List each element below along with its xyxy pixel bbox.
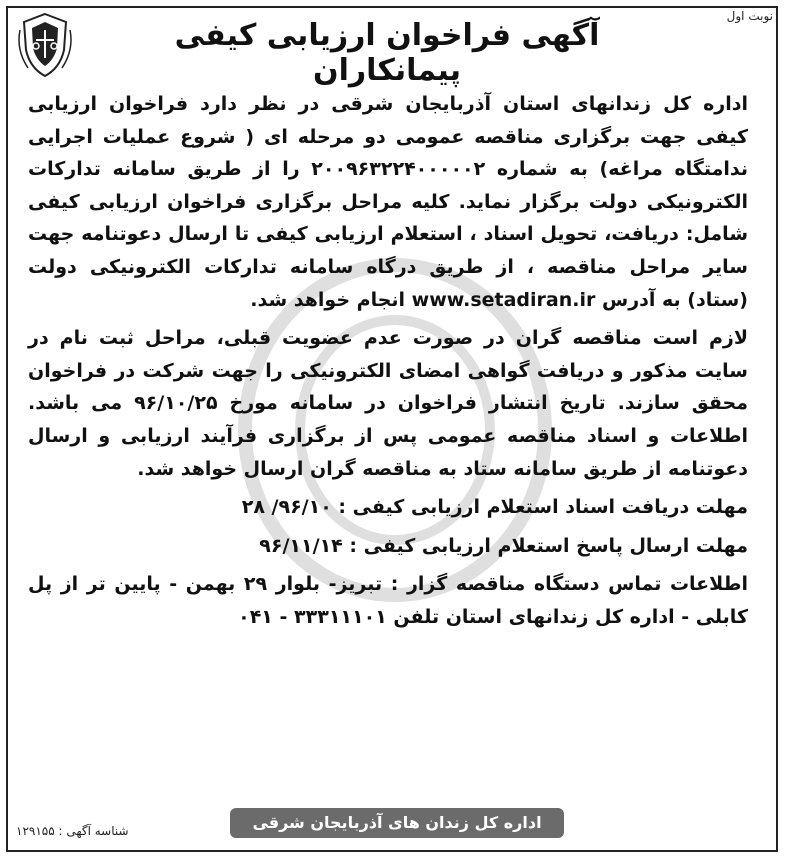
paragraph-intro: اداره کل زندانهای استان آذربایجان شرقی در نظر دارد فراخوان ارزیابی کیفی جهت برگزاری مناقصه عمومی دو مرحله ای ( شروع عملیات اجرایی ندامتگاه مراغه) به شماره ۲۰۰۹۶۳۲۲۴۰۰۰۰۰۲ را از طریق سامانه تدارکات الکترونیکی دولت برگزار نماید. کلیه مراحل برگزاری فراخوان ارزیابی کیفی شامل: دریافت، تحویل اسناد ، استعلام ارزیابی کیفی تا ارسال دعوتنامه جهت سایر مراحل مناقصه ، از طریق درگاه سامانه تدارکات الکترونیکی دولت (ستاد) به آدرس www.setadiran.ir انجام خواهد شد. [28,93,748,311]
ad-id-label: شناسه آگهی : ۱۲۹۱۵۵ [16,824,129,838]
organization-footer: اداره کل زندان های آذربایجان شرقی [230,808,564,838]
ad-title: آگهی فراخوان ارزیابی کیفی پیمانکاران [174,18,600,88]
deadline-send-response: مهلت ارسال پاسخ استعلام ارزیابی کیفی : ۹۶/۱۱/۱۴ [259,534,748,557]
paragraph-registration: لازم است مناقصه گران در صورت عدم عضویت قبلی، مراحل ثبت نام در سایت مذکور و دریافت گواهی امضای الکترونیکی را جهت شرکت در فراخوان محقق سازند. تاریخ انتشار فراخوان در سامانه مورخ ۹۶/۱۰/۲۵ می باشد. اطلاعات و اسناد مناقصه عمومی پس از برگزاری فرآیند ارزیابی و ارسال دعوتنامه از طریق سامانه ستاد به مناقصه گران ارسال خواهد شد. [28,327,748,480]
deadline-receive-docs: مهلت دریافت اسناد استعلام ارزیابی کیفی : ۹۶/۱۰/ ۲۸ [241,496,748,519]
issue-label: نوبت اول [726,9,773,23]
ad-body [28,88,748,640]
contact-info: اطلاعات تماس دستگاه مناقصه گزار : تبریز- بلوار ۲۹ بهمن - پایین تر از پل کابلی - اداره کل زندانهای استان تلفن ۳۳۳۱۱۱۰۱ - ۰۴۱ [28,573,748,628]
prison-emblem-icon [14,10,76,80]
